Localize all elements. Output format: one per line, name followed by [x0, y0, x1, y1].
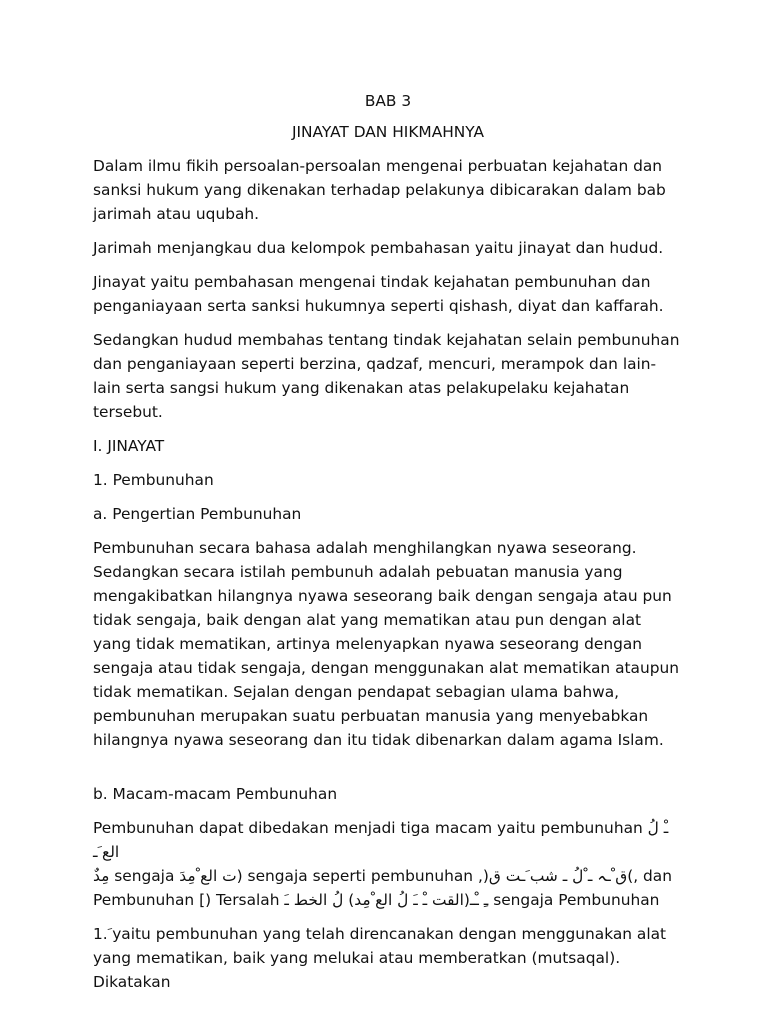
paragraph-intro: Dalam ilmu fikih persoalan-persoalan mengenai perbuatan kejahatan dan sanksi hukum yang dikenakan terhadap pelakunya dibicarakan dalam bab jarimah atau uqubah. — [93, 157, 666, 223]
subsection-heading-pembunuhan: 1. Pembunuhan — [93, 471, 214, 489]
macam-line2-arabic-a: ٌمِد — [93, 867, 110, 885]
macam-line2-text-b: sengaja seperti pembunuhan , — [242, 867, 483, 885]
macam-line2-arabic-c: )ق ْـہ ـ ْلُ ـ شب َـت ق — [482, 867, 628, 885]
paragraph-macam — [93, 816, 683, 912]
paragraph-hudud: Sedangkan hudud membahas tentang tindak kejahatan selain pembunuhan dan penganiayaan seperti berzina, qadzaf, mencuri, merampok dan lain-lain serta sangsi hukum yang dikenakan atas pelakupelaku kejahatan tersebut. — [93, 331, 680, 421]
paragraph-jinayat: Jinayat yaitu pembahasan mengenai tindak kejahatan pembunuhan dan penganiayaan serta sanksi hukumnya seperti qishash, diyat dan kaffarah. — [93, 273, 664, 315]
macam-line1-arabic: ـْ لُ الع َـ — [93, 819, 669, 861]
macam-line3-text-b: Tersalah — [211, 891, 285, 909]
chapter-title: JINAYAT DAN HIKMAHNYA — [291, 123, 485, 141]
chapter-heading: BAB 3 — [364, 92, 412, 110]
macam-line3-arabic-a: [) — [199, 891, 212, 909]
document-page — [93, 89, 683, 1004]
macam-line2-text-a: sengaja — [109, 867, 180, 885]
macam-line3-text-c: sengaja Pembunuhan — [488, 891, 660, 909]
macam-line2-text-c: (, dan — [627, 867, 672, 885]
subsection-heading-macam: b. Macam-macam Pembunuhan — [93, 785, 338, 803]
paragraph-pengertian: Pembunuhan secara bahasa adalah menghilangkan nyawa seseorang. Sedangkan secara istilah pembunuh adalah pebuatan manusia yang mengakibatkan hilangnya nyawa seseorang baik dengan sengaja atau pun tidak sengaja, baik dengan alat yang mematikan atau pun dengan alat yang tidak mematikan, artinya melenyapkan nyawa seseorang dengan sengaja atau tidak sengaja, dengan menggunakan alat mematikan ataupun tidak mematikan. Sejalan dengan pendapat sebagian ulama bahwa, pembunuhan merupakan suatu perbuatan manusia yang menyebabkan hilangnya nyawa seseorang dan itu tidak dibenarkan dalam agama Islam. — [93, 539, 680, 749]
section-heading-jinayat: I. JINAYAT — [93, 437, 165, 455]
subsection-heading-pengertian: a. Pengertian Pembunuhan — [93, 505, 302, 523]
macam-line3-text-a: Pembunuhan — [93, 891, 200, 909]
macam-line1-text: Pembunuhan dapat dibedakan menjadi tiga macam yaitu pembunuhan — [93, 819, 648, 837]
macam-line3-arabic-b: ـِ ـْـ(القت ـْ ـَ لُ الع ْمِد) لُ الخط ـَ — [284, 891, 489, 909]
paragraph-sengaja: 1. َyaitu pembunuhan yang telah direncanakan dengan menggunakan alat yang mematikan, baik yang melukai atau memberatkan (mutsaqal). Dikatakan — [93, 925, 667, 991]
paragraph-jarimah: Jarimah menjangkau dua kelompok pembahasan yaitu jinayat dan hudud. — [93, 239, 664, 257]
macam-line2-arabic-b: ت الع ْمِدَ) — [179, 867, 243, 885]
